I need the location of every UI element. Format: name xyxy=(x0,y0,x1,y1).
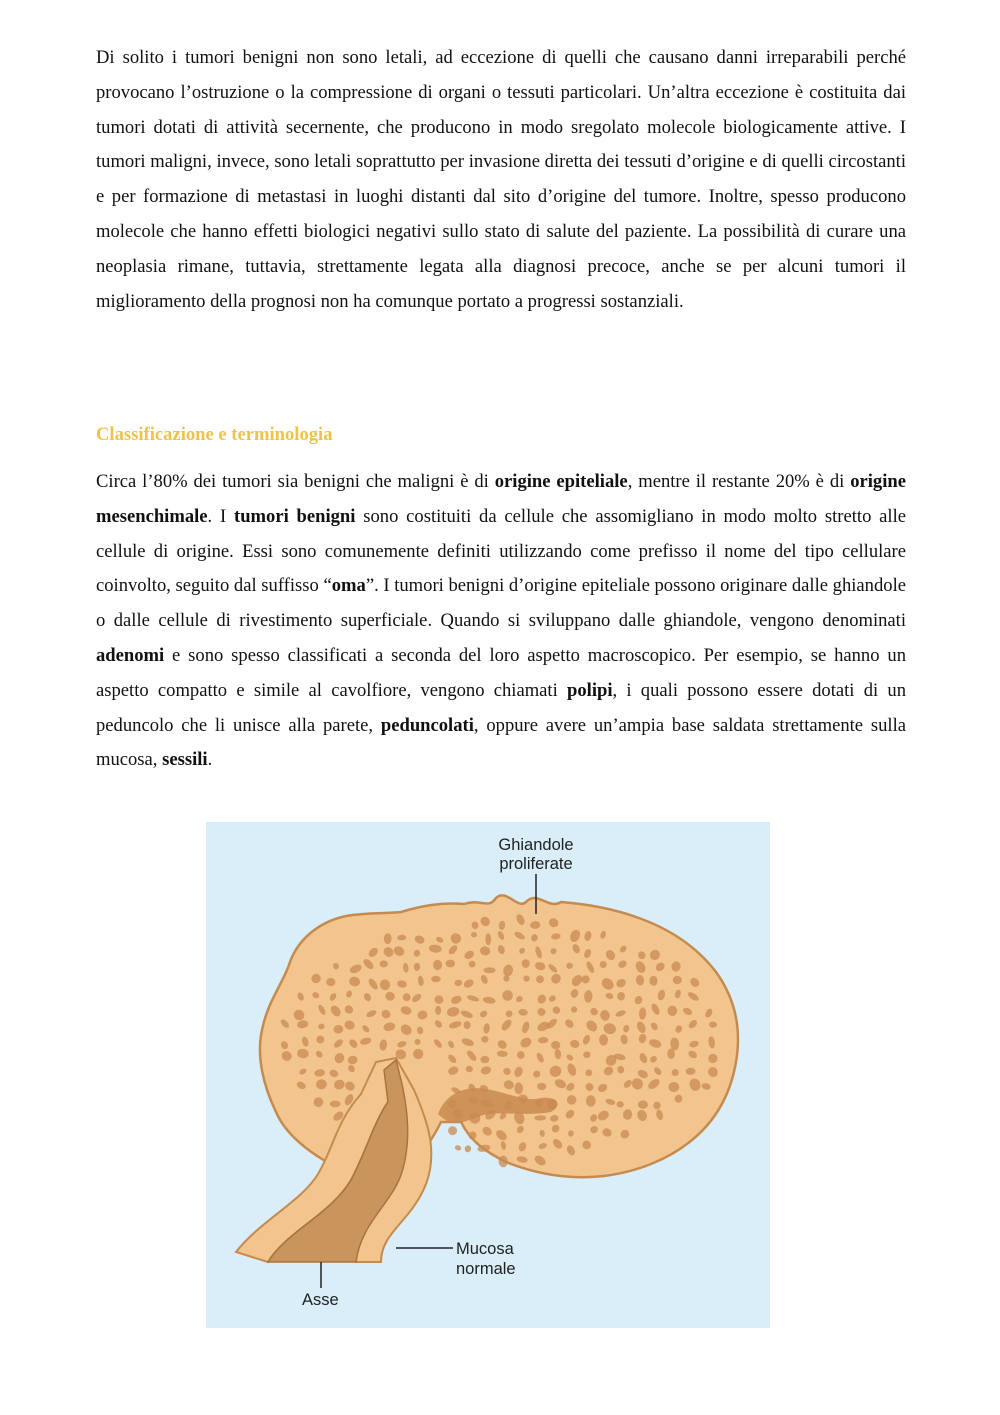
text-run: , i quali possono essere dotati di un peduncolo che li unisce alla parete, xyxy=(96,679,906,736)
term-sessile: sessili xyxy=(162,749,208,771)
label-mucosa-line1: Mucosa xyxy=(456,1240,514,1258)
text-run: Circa l’80% dei tumori sia benigni che maligni è di xyxy=(96,471,495,492)
gland-lumen xyxy=(330,1101,341,1108)
gland-lumen xyxy=(599,1034,608,1045)
text-run: sono costituiti da cellule che assomigliano in modo molto stretto alle cellule di origine. Essi sono comunemente definiti utilizzando come prefisso il nome del tipo cellulare coinvolto, seguito dal suffisso “ xyxy=(96,505,907,597)
text-run: . I xyxy=(207,505,234,527)
label-glands-line2: proliferate xyxy=(499,855,573,873)
section-heading: Classificazione e terminologia xyxy=(96,424,333,445)
polyp-diagram-svg xyxy=(206,822,770,1328)
paragraph-prognosis: Di solito i tumori benigni non sono letali, ad eccezione di quelli che causano danni irreparabili perché provocano l’ostruzione o la compressione di organi o tessuti particolari. Un’altra eccezione è costituita dai tumori dotati di attività secernente, che producono in modo sregolato molecole biologicamente attive. I tumori maligni, invece, sono letali soprattutto per invasione diretta dei tessuti d’origine e di quelli circostanti e per formazione di metastasi in luoghi distanti dal sito d’origine del tumore. Inoltre, spesso producono molecole che hanno effetti biologici negativi sullo stato di salute del paziente. La possibilità di curare una neoplasia rimane, tuttavia, strettamente legata alla diagnosi precoce, anche se per alcuni tumori il miglioramento della prognosi non ha comunque portato a progressi sostanziali. xyxy=(96,47,906,312)
term-polyps: polipi xyxy=(567,679,613,701)
term-benign-tumors: tumori benigni xyxy=(234,505,356,527)
text-run: , oppure avere un’ampia base saldata strettamente sulla mucosa, xyxy=(96,714,906,771)
term-mesenchymal-origin: origine mesenchimale xyxy=(96,471,906,527)
gland-lumen xyxy=(667,1049,675,1059)
term-oma-suffix: oma xyxy=(331,575,366,597)
text-run: ”. I tumori benigni d’origine epiteliale possono originare dalle ghiandole o dalle cellule di rivestimento superficiale. Quando si sviluppano dalle ghiandole, vengono denominati xyxy=(96,575,906,632)
term-adenomas: adenomi xyxy=(96,644,165,666)
term-epithelial-origin: origine epiteliale xyxy=(494,471,628,492)
term-pedunculated: peduncolati xyxy=(380,714,474,736)
text-run: , mentre il restante 20% è di xyxy=(627,471,851,492)
polyp-illustration xyxy=(206,822,770,1328)
label-mucosa-line2: normale xyxy=(456,1260,516,1278)
gland-lumen xyxy=(534,1115,546,1120)
text-run: e sono spesso classificati a seconda del loro aspetto macroscopico. Per esempio, se hanno un aspetto compatto e simile al cavolfiore, vengono chiamati xyxy=(96,644,906,701)
label-glands-line1: Ghiandole xyxy=(498,836,574,854)
label-axis: Asse xyxy=(302,1291,339,1309)
paragraph-classification xyxy=(96,465,906,778)
text-run: . xyxy=(207,749,213,771)
